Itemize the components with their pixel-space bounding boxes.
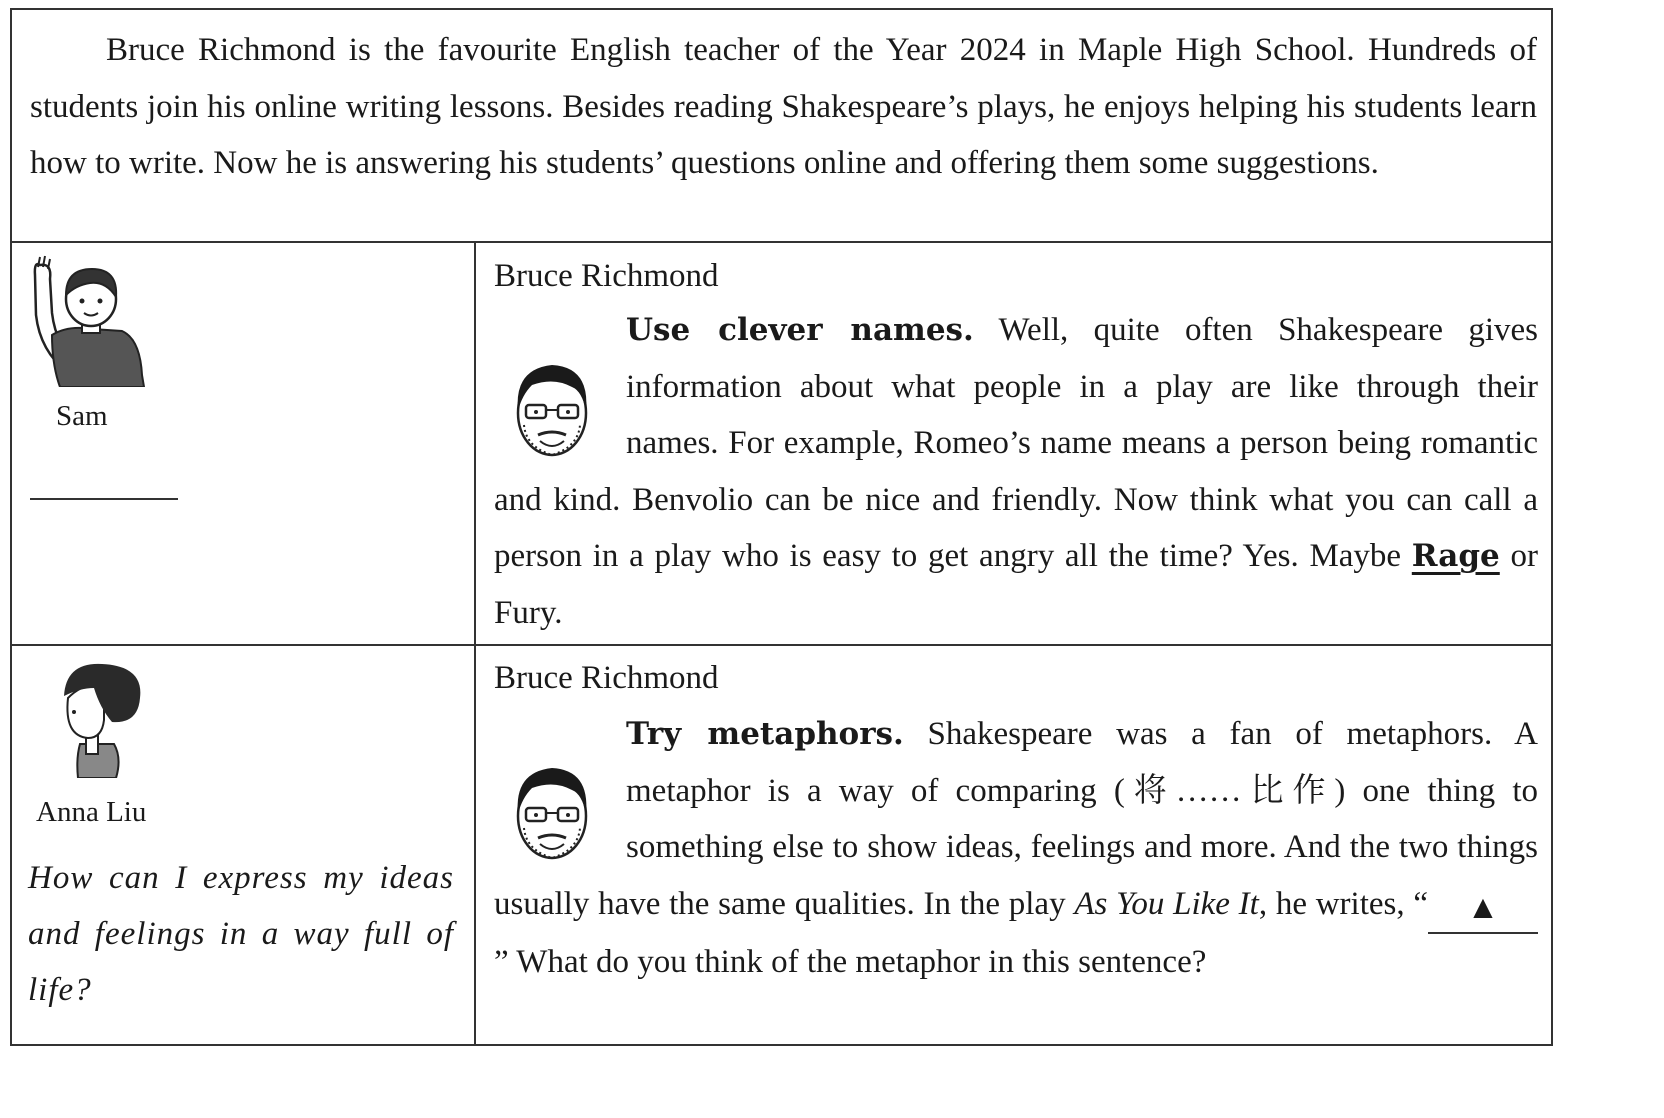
word-rage: Rage (1411, 538, 1500, 574)
sam-avatar (30, 255, 148, 387)
answer-text-1b: or Fury. (494, 538, 1538, 631)
answer-text-2b: , he writes, “ (1258, 885, 1428, 922)
intro-section (12, 10, 1551, 243)
intro-text: Bruce Richmond is the favourite English teacher of the Year 2024 in Maple High School. Hundreds of students join his online writing lessons. Besides reading Shakespeare’s plays, he enjoys helping his students learn how to write. Now he is answering his students’ questions online and offering them some suggestions. (30, 32, 1537, 181)
answer-metaphors (494, 706, 1538, 990)
answer-clever-names (494, 302, 1538, 641)
student-name-sam: Sam (56, 400, 108, 432)
play-title: As You Like It (1074, 885, 1259, 922)
anna-question: How can I express my ideas and feelings in a way full of life? (28, 860, 454, 1008)
heading-try-metaphors: Try metaphors. (626, 716, 904, 752)
worksheet-table (10, 8, 1553, 1046)
answer-blank[interactable] (1428, 889, 1538, 934)
student-name-anna: Anna Liu (36, 796, 147, 828)
heading-use-clever-names: Use clever names. (626, 312, 974, 348)
answer-text-1a: Well, quite often Shakespeare gives information about what people in a play are like through their names. For example, Romeo’s name means a person being romantic and kind. Benvolio can be nice and friendly. Now think what you can call a person in a play who is easy to get angry all the time? Yes. Maybe (494, 312, 1538, 574)
answer-text-2a: Shakespeare was a fan of metaphors. A metaphor is a way of comparing (将……比作) one thing to something else to show ideas, feelings and more. And the two things usually have the same qualities. In the play (494, 716, 1538, 922)
anna-avatar (56, 658, 148, 778)
triangle-icon: ▲ (1466, 889, 1500, 926)
teacher-name-1: Bruce Richmond (494, 258, 719, 294)
teacher-name-2: Bruce Richmond (494, 660, 719, 696)
row-divider (12, 644, 1551, 646)
answer-text-2c: ” What do you think of the metaphor in this sentence? (494, 943, 1207, 980)
sam-question-blank (30, 498, 178, 500)
